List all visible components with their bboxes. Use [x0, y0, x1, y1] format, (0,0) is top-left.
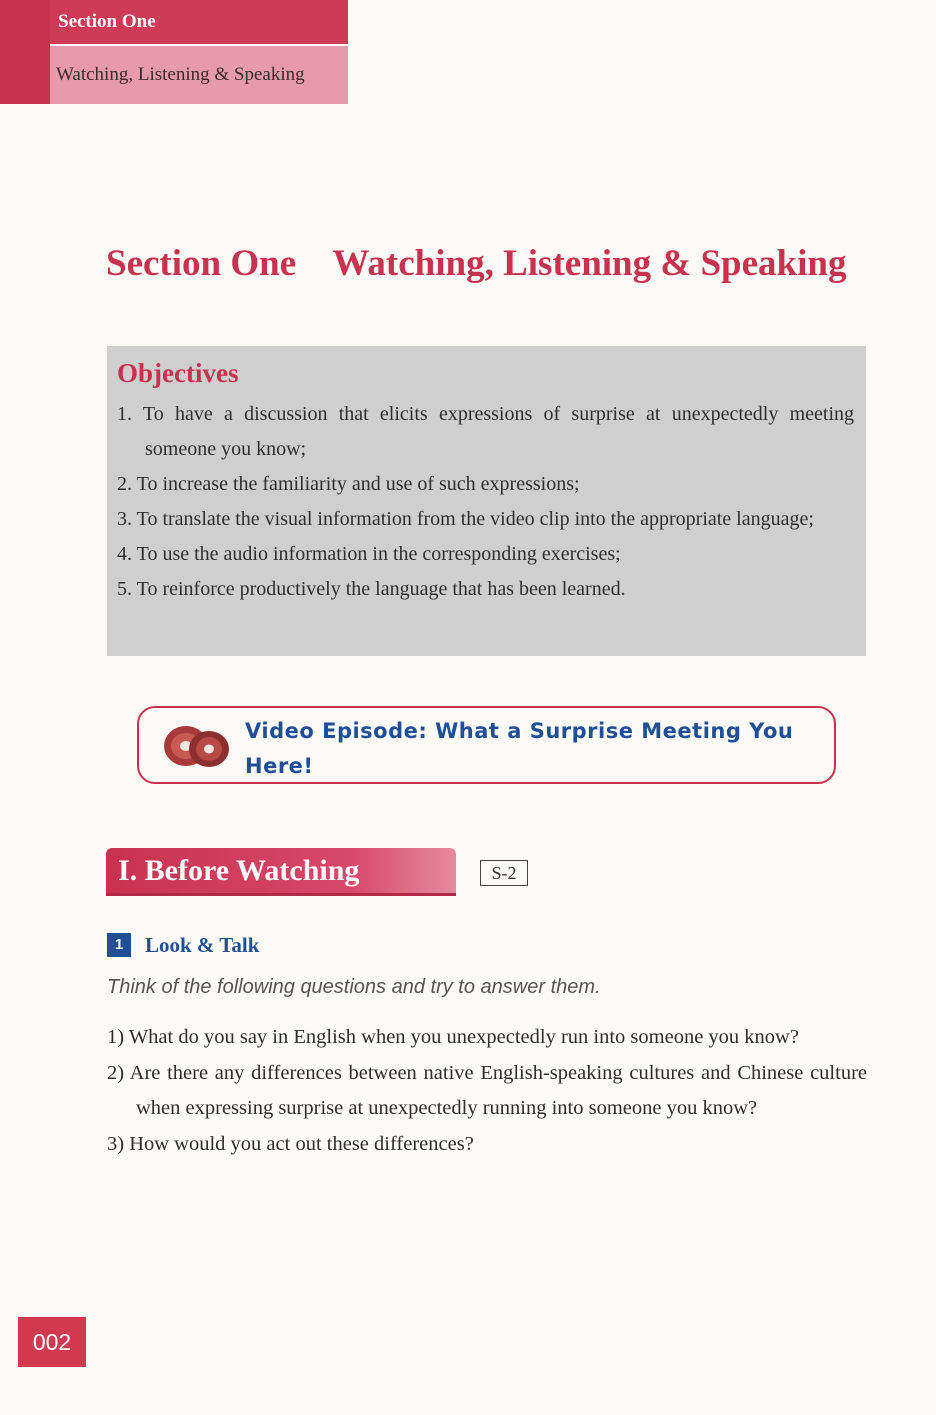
page-title: Section One Watching, Listening & Speaking	[106, 243, 847, 284]
exercise-title: Look & Talk	[145, 933, 260, 957]
disc-icon	[161, 722, 233, 770]
objective-item: 1. To have a discussion that elicits expressions of surprise at unexpectedly meeting someone you know;	[117, 403, 854, 460]
objective-item: 2. To increase the familiarity and use of such expressions;	[117, 473, 580, 495]
objectives-list	[117, 397, 854, 607]
objectives-heading: Objectives	[117, 358, 239, 388]
part-title: I. Before Watching	[118, 854, 360, 887]
objective-item: 3. To translate the visual information from the video clip into the appropriate language;	[117, 508, 814, 530]
section-header-tab	[0, 0, 348, 104]
question-item: 2) Are there any differences between native English-speaking cultures and Chinese culture when expressing surprise at unexpectedly running into someone you know?	[107, 1061, 867, 1119]
objective-item: 5. To reinforce productively the language that has been learned.	[117, 578, 626, 600]
question-item: 1) What do you say in English when you unexpectedly run into someone you know?	[107, 1026, 799, 1048]
page-number: 002	[18, 1317, 86, 1367]
question-list	[107, 1020, 867, 1162]
header-section-label: Section One	[50, 0, 348, 44]
video-episode-banner	[137, 706, 836, 784]
exercise-number-badge: 1	[107, 933, 131, 957]
part-code-box: S-2	[480, 860, 528, 886]
objective-item: 4. To use the audio information in the corresponding exercises;	[117, 543, 621, 565]
part-header-before-watching	[106, 848, 456, 896]
video-episode-title: Video Episode: What a Surprise Meeting You Here!	[245, 719, 794, 778]
header-accent-bar	[0, 0, 50, 104]
question-item: 3) How would you act out these differences?	[107, 1132, 474, 1155]
exercise-instruction: Think of the following questions and try to answer them.	[107, 976, 601, 998]
header-section-subtitle: Watching, Listening & Speaking	[50, 46, 348, 104]
objectives-box	[107, 346, 866, 656]
